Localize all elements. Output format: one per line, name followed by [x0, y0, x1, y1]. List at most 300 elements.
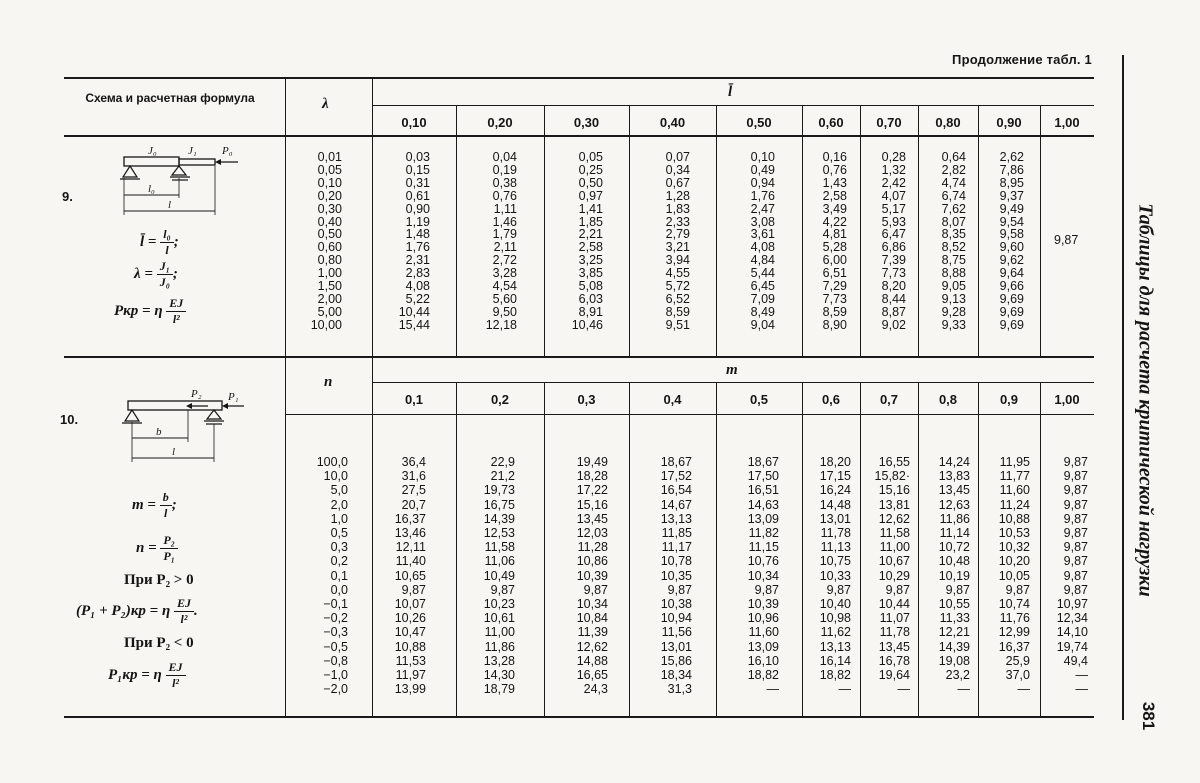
label-p2: P₂: [191, 388, 202, 400]
value-cell: 11,33: [939, 611, 970, 626]
value-cell: 18,67: [747, 455, 779, 469]
lambda-value-cell: 0,40: [317, 214, 342, 229]
value-cell: 4,08: [750, 240, 775, 255]
value-cell: 2,42: [881, 175, 906, 190]
value-cell: 7,29: [822, 279, 847, 294]
lambda-value-cell: 1,00: [317, 266, 342, 281]
value-cell: 19,49: [576, 455, 608, 469]
value-cell: 5,93: [881, 214, 906, 229]
value-cell: 3,61: [750, 227, 775, 242]
value-cell: 3,28: [492, 266, 517, 281]
lambda-value-cell: 0,50: [317, 227, 342, 242]
value-cell: 0,61: [405, 188, 430, 203]
value-cell: 13,09: [747, 511, 779, 526]
value-cell: 13,01: [660, 639, 692, 654]
value-cell: 16,75: [483, 497, 515, 512]
case9-lambda-column: [292, 151, 342, 332]
value-cell: 14,30: [483, 668, 515, 683]
arrowhead: [215, 159, 221, 165]
value-cell: 16,65: [576, 668, 608, 683]
formula-n-den: P₁: [163, 549, 175, 563]
value-cell: 16,37: [394, 511, 426, 526]
right-support-icon: [207, 410, 221, 419]
n-value-cell: −0,3: [323, 625, 348, 640]
value-cell: 19,08: [938, 653, 970, 668]
value-cell: 1,79: [492, 227, 517, 242]
value-cell: 17,50: [747, 469, 779, 484]
n-value-cell: 2,0: [330, 497, 348, 512]
value-cell: 6,03: [578, 291, 603, 306]
value-cell: 7,86: [999, 162, 1024, 177]
formula-sum-lhs: (P₁ + P₂)кр = η: [76, 602, 171, 619]
value-cell: 9,50: [492, 304, 517, 319]
beam-section-j1: [179, 159, 215, 165]
value-cell: 10,23: [483, 597, 515, 612]
formula-lbar-num: l₀: [160, 227, 174, 243]
value-cell: 5,44: [750, 266, 775, 281]
right-support-icon: [172, 166, 186, 175]
formula-pcr-lhs: Pкр = η: [114, 302, 163, 319]
value-cell: —: [957, 682, 970, 697]
value-cell: 10,34: [747, 568, 779, 583]
case9-col-5: [797, 151, 847, 332]
value-cell: 9,87: [1063, 497, 1088, 512]
left-support-icon: [125, 410, 139, 421]
value-cell: 12,11: [395, 540, 426, 555]
value-cell: 11,60: [748, 625, 779, 640]
value-cell: 12,63: [938, 497, 970, 512]
formula-lambda: [134, 259, 178, 290]
value-cell: 9,87: [1063, 582, 1088, 597]
value-cell: 18,67: [660, 455, 692, 469]
page-number: 381: [1139, 701, 1158, 731]
formula-sum: [76, 596, 198, 627]
value-cell: 14,88: [576, 653, 608, 668]
value-cell: 19,73: [483, 483, 515, 498]
value-cell: 8,90: [822, 317, 847, 332]
value-cell: 10,07: [394, 597, 426, 612]
lbar-group-header: l̄: [728, 84, 733, 100]
formula-lambda-num: J₁: [157, 259, 173, 275]
value-cell: 8,87: [881, 304, 906, 319]
value-cell: 25,9: [1005, 653, 1030, 668]
value-cell: 0,04: [492, 150, 517, 164]
value-cell: 16,51: [747, 483, 779, 498]
value-cell: 11,97: [395, 668, 426, 683]
value-cell: 14,39: [483, 511, 515, 526]
lambda-value-cell: 5,00: [317, 304, 342, 319]
value-cell: 10,33: [819, 568, 851, 583]
value-cell: 16,14: [819, 653, 851, 668]
value-cell: 11,58: [484, 540, 515, 555]
case-9-beam-diagram: [110, 140, 260, 220]
value-cell: 5,08: [578, 279, 603, 294]
value-cell: 6,00: [822, 253, 847, 268]
case9-col-0: [380, 151, 430, 332]
value-cell: 2,33: [665, 214, 690, 229]
value-cell: 1,11: [493, 201, 517, 216]
n-value-cell: −0,5: [323, 639, 348, 654]
value-cell: —: [1075, 682, 1088, 697]
case-10-beam-diagram: [116, 386, 266, 466]
m-col-header: 1,00: [1054, 392, 1080, 407]
value-cell: 11,14: [939, 526, 970, 541]
value-cell: 11,17: [661, 540, 692, 555]
value-cell: 10,46: [571, 317, 603, 332]
value-cell: 5,60: [492, 291, 517, 306]
value-cell: 0,38: [492, 175, 517, 190]
value-cell: 13,28: [483, 653, 515, 668]
value-cell: 10,05: [998, 568, 1030, 583]
value-cell: 10,29: [878, 568, 910, 583]
value-cell: 10,34: [576, 597, 608, 612]
case9-col-6: [856, 151, 906, 332]
value-cell: 9,60: [999, 240, 1024, 255]
n-value-cell: −0,2: [323, 611, 348, 626]
value-cell: 1,76: [750, 188, 775, 203]
value-cell: 11,86: [484, 639, 515, 654]
value-cell: 10,49: [483, 568, 515, 583]
value-cell: 11,00: [484, 625, 515, 640]
value-cell: 12,18: [485, 317, 517, 332]
value-cell: 11,76: [999, 611, 1030, 626]
value-cell: 10,98: [819, 611, 851, 626]
formula-sum-num: EJ: [174, 596, 194, 612]
formula-lambda-den: J₀: [159, 275, 170, 289]
value-cell: 11,95: [999, 455, 1030, 469]
value-cell: 2,47: [750, 201, 775, 216]
value-cell: 24,3: [583, 682, 608, 697]
value-cell: 4,08: [405, 279, 430, 294]
value-cell: 10,48: [938, 554, 970, 569]
value-cell: 4,84: [750, 253, 775, 268]
case10-col-9: [1034, 455, 1088, 696]
value-cell: 13,45: [938, 483, 970, 498]
value-cell: 12,62: [878, 511, 910, 526]
value-cell: 7,73: [881, 266, 906, 281]
value-cell: 14,39: [938, 639, 970, 654]
value-cell: 11,62: [820, 625, 851, 640]
value-cell: 0,67: [665, 175, 690, 190]
value-cell: 0,76: [822, 162, 847, 177]
value-cell: 4,55: [665, 266, 690, 281]
value-cell: 0,16: [822, 150, 847, 164]
value-cell: 31,3: [667, 682, 692, 697]
m-col-header: 0,8: [938, 392, 958, 407]
scheme-column-header: Схема и расчетная формула: [85, 91, 255, 105]
m-group-header: m: [726, 362, 738, 378]
value-cell: 16,24: [819, 483, 851, 498]
value-cell: 49,4: [1063, 653, 1088, 668]
value-cell: 18,82: [819, 668, 851, 683]
m-col-header: 0,4: [663, 392, 682, 407]
label-l0: l₀: [148, 183, 155, 195]
value-cell: 10,88: [394, 639, 426, 654]
n-value-cell: 0,5: [330, 526, 348, 541]
value-cell: 13,09: [747, 639, 779, 654]
case10-col-0: [372, 455, 426, 696]
formula-sum-den: l²: [180, 612, 188, 626]
formula-p1: [108, 660, 186, 691]
value-cell: 23,2: [945, 668, 970, 683]
value-cell: 8,35: [941, 227, 966, 242]
case10-col-4: [725, 455, 779, 696]
lbar-col-header: 0,90: [996, 115, 1022, 130]
formula-pcr-num: EJ: [166, 296, 186, 312]
case9-col-2: [553, 151, 603, 332]
value-cell: 17,15: [819, 469, 851, 484]
value-cell: 6,52: [665, 291, 690, 306]
value-cell: 10,76: [747, 554, 779, 569]
lbar-col-header: 1,00: [1054, 115, 1080, 130]
value-cell: 9,87: [1063, 455, 1088, 469]
value-cell: 1,28: [665, 188, 690, 203]
value-cell: 31,6: [401, 469, 426, 484]
lambda-value-cell: 0,80: [317, 253, 342, 268]
value-cell: 11,24: [999, 497, 1030, 512]
value-cell: 11,82: [748, 526, 779, 541]
value-cell: 10,75: [819, 554, 851, 569]
value-cell: 16,78: [878, 653, 910, 668]
value-cell: 5,22: [405, 291, 430, 306]
value-cell: 9,87: [826, 582, 851, 597]
value-cell: 9,33: [941, 317, 966, 332]
value-cell: —: [838, 682, 851, 697]
value-cell: 9,64: [999, 266, 1024, 281]
m-col-header: 0,9: [999, 392, 1019, 407]
value-cell: 12,62: [576, 639, 608, 654]
value-cell: 9,02: [881, 317, 906, 332]
value-cell: 13,13: [819, 639, 851, 654]
lbar-col-header: 0,30: [573, 115, 600, 130]
left-support-icon: [123, 166, 137, 177]
value-cell: 6,74: [941, 188, 966, 203]
value-cell: 10,72: [938, 540, 970, 555]
lambda-value-cell: 0,01: [317, 150, 342, 164]
formula-n-num: P₂: [160, 533, 178, 549]
right-margin-rule: [1122, 55, 1124, 720]
value-cell: 9,87: [1063, 540, 1088, 555]
case9-col-7: [916, 151, 966, 332]
value-cell: 12,99: [998, 625, 1030, 640]
value-cell: 0,25: [578, 162, 603, 177]
value-cell: 9,49: [999, 201, 1024, 216]
value-cell: 11,78: [820, 526, 851, 541]
n-column-header: n: [324, 374, 333, 390]
lambda-value-cell: 1,50: [317, 279, 342, 294]
lbar-col-header: 0,70: [876, 115, 902, 130]
lambda-value-cell: 0,20: [317, 188, 342, 203]
value-cell: 12,53: [483, 526, 515, 541]
value-cell: 10,39: [747, 597, 779, 612]
value-cell: 12,03: [576, 526, 608, 541]
value-cell: 37,0: [1005, 668, 1030, 683]
label-b: b: [156, 426, 162, 438]
value-cell: 6,86: [881, 240, 906, 255]
m-columns-bottom-rule: [285, 414, 1094, 415]
value-cell: 8,52: [941, 240, 966, 255]
label-p1: P₁: [228, 391, 239, 403]
value-cell: 0,97: [578, 188, 603, 203]
value-cell: 19,74: [1056, 639, 1088, 654]
value-cell: 9,87: [1063, 511, 1088, 526]
value-cell: 14,63: [747, 497, 779, 512]
value-cell: 0,28: [881, 150, 906, 164]
value-cell: 11,58: [879, 526, 910, 541]
value-cell: 8,59: [822, 304, 847, 319]
value-cell: 22,9: [490, 455, 515, 469]
value-cell: 0,03: [405, 150, 430, 164]
value-cell: 0,07: [665, 150, 690, 164]
value-cell: 1,76: [405, 240, 430, 255]
value-cell: 10,88: [998, 511, 1030, 526]
condition-negative: При P₂ < 0: [124, 635, 194, 651]
value-cell: 13,81: [878, 497, 910, 512]
value-cell: 10,32: [998, 540, 1030, 555]
value-cell: 9,13: [941, 291, 966, 306]
value-cell: 2,58: [822, 188, 847, 203]
value-cell: 8,91: [578, 304, 603, 319]
value-cell: 11,15: [748, 540, 779, 555]
label-p0: P₀: [222, 145, 233, 157]
value-cell: 8,75: [941, 253, 966, 268]
value-cell: 9,04: [750, 317, 775, 332]
value-cell: 9,37: [999, 188, 1024, 203]
case-10-number: 10.: [60, 412, 79, 427]
value-cell: 11,77: [999, 469, 1030, 484]
value-cell: 9,87: [1063, 526, 1088, 541]
formula-lbar-den: l: [165, 243, 169, 257]
value-cell: 3,25: [578, 253, 603, 268]
value-cell: 3,49: [822, 201, 847, 216]
value-cell: 9,87: [1063, 483, 1088, 498]
lambda-value-cell: 2,00: [317, 291, 342, 306]
value-cell: —: [897, 682, 910, 697]
case9-col-4: [725, 151, 775, 332]
value-cell: 15,86: [660, 653, 692, 668]
value-cell: 3,21: [665, 240, 690, 255]
section-divider-rule: [64, 356, 1094, 358]
value-cell: 6,51: [822, 266, 847, 281]
header-bottom-rule: [64, 135, 1094, 137]
value-cell: 0,34: [665, 162, 690, 177]
value-cell: 1,46: [492, 214, 517, 229]
value-cell: 14,24: [938, 455, 970, 469]
value-cell: 9,69: [999, 317, 1024, 332]
value-cell: 13,46: [394, 526, 426, 541]
formula-n: [136, 533, 178, 564]
value-cell: 9,69: [999, 304, 1024, 319]
value-cell: 19,64: [878, 668, 910, 683]
value-cell: 10,84: [576, 611, 608, 626]
value-cell: 9,87: [583, 582, 608, 597]
value-cell: 10,55: [938, 597, 970, 612]
formula-m-den: l: [164, 506, 168, 520]
value-cell: 10,86: [576, 554, 608, 569]
value-cell: 14,10: [1056, 625, 1088, 640]
value-cell: 9,87: [490, 582, 515, 597]
value-cell: 11,86: [939, 511, 970, 526]
lbar-header-rule: [372, 105, 1094, 106]
formula-p1-lhs: P₁кр = η: [108, 666, 162, 683]
value-cell: 1,43: [822, 175, 847, 190]
n-value-cell: −0,8: [323, 653, 348, 668]
case9-col-8: [974, 151, 1024, 332]
lbar-col-header: 0,10: [401, 115, 427, 130]
value-cell: 20,7: [401, 497, 426, 512]
n-value-cell: 0,3: [330, 540, 348, 555]
value-cell: 6,47: [881, 227, 906, 242]
value-cell: 9,69: [999, 291, 1024, 306]
value-cell: 10,26: [394, 611, 426, 626]
formula-m-tail: ;: [171, 496, 177, 513]
value-cell: 12,34: [1056, 611, 1088, 626]
value-cell: 0,19: [492, 162, 517, 177]
n-value-cell: 5,0: [330, 483, 348, 498]
value-cell: —: [1017, 682, 1030, 697]
value-cell: 10,44: [878, 597, 910, 612]
value-cell: 10,47: [394, 625, 426, 640]
value-cell: 9,28: [941, 304, 966, 319]
value-cell: 8,44: [881, 291, 906, 306]
value-cell: 11,78: [879, 625, 910, 640]
m-col-header: 0,1: [404, 392, 424, 407]
value-cell: 11,60: [999, 483, 1030, 498]
n-value-cell: 0,2: [330, 554, 348, 569]
value-cell: 9,54: [999, 214, 1024, 229]
value-cell: 9,87: [885, 582, 910, 597]
value-cell: 9,87: [1063, 554, 1088, 569]
formula-m: [132, 490, 177, 521]
value-cell: 2,62: [999, 150, 1024, 164]
value-cell: 4,07: [881, 188, 906, 203]
value-cell: 8,95: [999, 175, 1024, 190]
value-cell: 16,10: [747, 653, 779, 668]
value-cell: 11,07: [879, 611, 910, 626]
value-cell: 17,52: [660, 469, 692, 484]
value-cell: 18,79: [483, 682, 515, 697]
value-cell: 3,85: [578, 266, 603, 281]
value-cell: 1,83: [665, 201, 690, 216]
value-cell: 9,87: [1063, 469, 1088, 484]
lambda-value-cell: 0,10: [317, 175, 342, 190]
value-cell: 8,59: [665, 304, 690, 319]
value-cell: 15,82·: [874, 469, 910, 484]
value-cell: 0,05: [578, 150, 603, 164]
value-cell: 17,22: [576, 483, 608, 498]
case9-col-1: [467, 151, 517, 332]
value-cell: 0,31: [405, 175, 430, 190]
value-cell: —: [766, 682, 779, 697]
value-cell: 8,20: [881, 279, 906, 294]
value-cell: 9,87: [1005, 582, 1030, 597]
formula-pcr-den: l²: [172, 312, 180, 326]
value-cell: 5,28: [822, 240, 847, 255]
n-value-cell: −1,0: [323, 668, 348, 683]
value-cell: 13,99: [394, 682, 426, 697]
value-cell: 18,34: [660, 668, 692, 683]
m-col-header: 0,2: [490, 392, 510, 407]
lbar-col-header: 0,50: [746, 115, 772, 130]
value-cell: 0,76: [492, 188, 517, 203]
case10-col-7: [916, 455, 970, 696]
formula-lbar: [140, 227, 179, 258]
value-cell: 10,61: [483, 611, 515, 626]
value-cell: 16,37: [998, 639, 1030, 654]
formula-lbar-tail: ;: [173, 233, 179, 250]
value-cell: 9,58: [999, 227, 1024, 242]
beam-section-j0: [124, 157, 179, 166]
